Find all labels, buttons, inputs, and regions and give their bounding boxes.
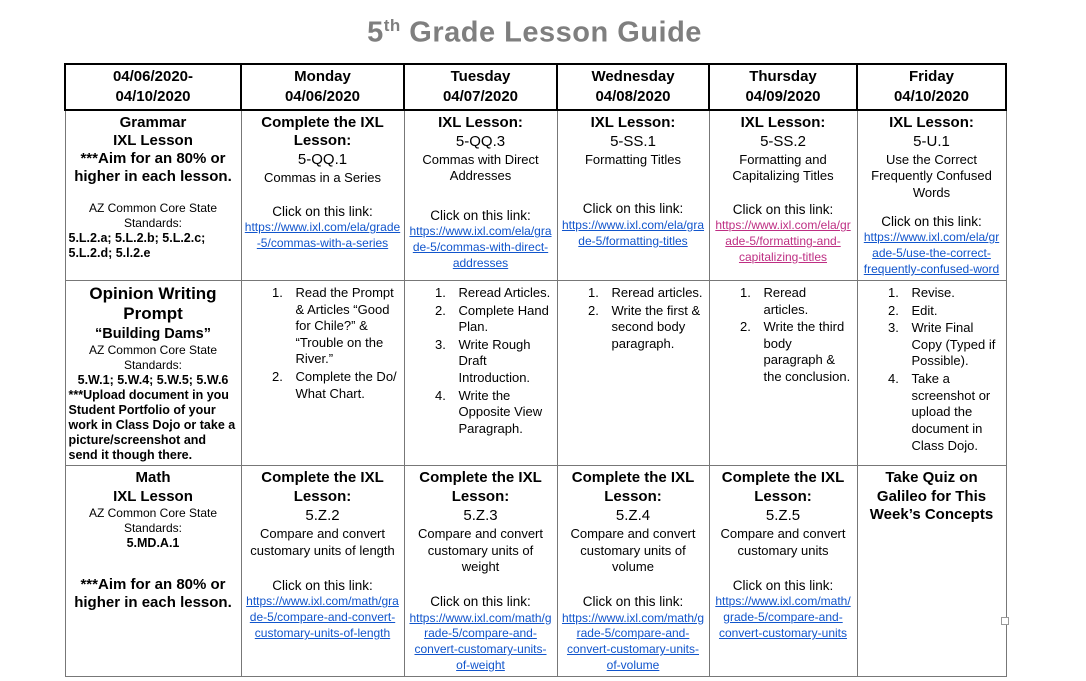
column-header-3 xyxy=(557,64,709,110)
lesson-description: Compare and convert customary units of weight xyxy=(417,526,543,574)
cell-heading: IXL Lesson xyxy=(113,131,193,149)
task-list-item: 1. Reread articles. xyxy=(603,285,706,302)
task-list-item: 1. Reread articles. xyxy=(755,285,854,318)
cell-heading: Complete the IXL Lesson: xyxy=(571,469,695,505)
math-cell-5 xyxy=(857,466,1006,676)
spacer xyxy=(561,575,706,593)
task-list-item: 3. Write Final Copy (Typed if Possible). xyxy=(903,320,1003,370)
spacer xyxy=(713,185,854,201)
lesson-link[interactable]: https://www.ixl.com/math/grade-5/compare-and-convert-customary-units xyxy=(715,594,851,640)
column-header-line: 04/07/2020 xyxy=(442,87,519,105)
link-label: Click on this link: xyxy=(732,201,834,217)
lesson-description: Formatting Titles xyxy=(584,152,682,168)
lesson-link[interactable]: https://www.ixl.com/math/grade-5/compare-and-convert-customary-units-of-volume xyxy=(561,610,705,673)
task-list-item: 1. Revise. xyxy=(903,285,1003,302)
grammar-cell-2 xyxy=(404,110,557,281)
spacer xyxy=(561,168,706,200)
lesson-link[interactable]: https://www.ixl.com/math/grade-5/compare-and-convert-customary-units-of-weight xyxy=(409,610,552,673)
table-resize-handle[interactable] xyxy=(1001,617,1009,625)
writing-cell-4 xyxy=(709,280,857,466)
lesson-link[interactable]: https://www.ixl.com/ela/grade-5/commas-with-direct-addresses xyxy=(409,224,552,270)
column-header-line: 04/06/2020- xyxy=(112,68,194,85)
task-list xyxy=(245,285,401,402)
grammar-cell-1 xyxy=(241,110,404,281)
standards-codes: 5.L.2.a; 5.L.2.b; 5.L.2.c; 5.L.2.d; 5.l.2.e xyxy=(68,230,206,261)
column-header-line: Wednesday xyxy=(591,68,675,85)
column-header-4 xyxy=(709,64,857,110)
grammar-row xyxy=(65,110,1006,281)
standards-codes: 5.W.1; 5.W.4; 5.W.5; 5.W.6 xyxy=(77,372,229,387)
spacer xyxy=(713,559,854,577)
cell-subheading: “Building Dams” xyxy=(94,325,211,342)
column-header-line: 04/08/2020 xyxy=(595,87,671,105)
lesson-description: Compare and convert customary units of length xyxy=(250,526,395,558)
writing-cell-2 xyxy=(404,280,557,466)
lesson-code: 5.Z.5 xyxy=(765,507,801,525)
page-title-number: 5 xyxy=(367,16,384,49)
spacer xyxy=(408,575,554,593)
column-header-line: Monday xyxy=(294,68,351,85)
lesson-description: Commas in a Series xyxy=(263,170,382,186)
column-header-line: 04/06/2020 xyxy=(284,87,361,105)
cell-heading: ***Aim for an 80% or higher in each lesson. xyxy=(74,150,232,186)
lesson-code: 5.Z.3 xyxy=(463,507,498,525)
lesson-description: Formatting and Capitalizing Titles xyxy=(732,152,834,184)
task-list xyxy=(408,285,554,438)
lesson-code: 5-U.1 xyxy=(913,132,950,150)
task-list-item: 4. Take a screenshot or upload the document in Class Dojo. xyxy=(903,371,1003,454)
standards-label: AZ Common Core State Standards: xyxy=(88,506,218,536)
page-title-text: Grade Lesson Guide xyxy=(400,16,702,49)
cell-heading: IXL Lesson: xyxy=(438,113,523,131)
column-header-2 xyxy=(404,64,557,110)
page-title xyxy=(64,16,1005,50)
page-title-ordinal: th xyxy=(383,16,401,35)
link-label: Click on this link: xyxy=(582,594,684,610)
spacer xyxy=(69,552,238,576)
upload-note: ***Upload document in you Student Portfolio of your work in Class Dojo or take a picture/screenshot and send it though there. xyxy=(68,388,236,463)
task-list xyxy=(713,285,854,386)
math-cell-3 xyxy=(557,466,709,676)
cell-heading: Take Quiz on Galileo for This Week’s Concepts xyxy=(869,469,994,524)
cell-heading: Math xyxy=(135,469,171,487)
task-list-item: 2. Write the first & second body paragraph. xyxy=(603,303,706,353)
link-label: Click on this link: xyxy=(272,203,373,219)
spacer xyxy=(861,201,1003,213)
lesson-description: Use the Correct Frequently Confused Words xyxy=(871,152,992,200)
link-label: Click on this link: xyxy=(430,594,531,610)
task-list-item: 1. Reread Articles. xyxy=(450,285,554,302)
link-label: Click on this link: xyxy=(881,213,982,229)
writing-cell-3 xyxy=(557,280,709,466)
column-header-line: 04/09/2020 xyxy=(745,87,821,105)
task-list-item: 2. Complete Hand Plan. xyxy=(450,303,554,336)
task-list-item: 2. Complete the Do/ What Chart. xyxy=(287,369,401,402)
math-cell-1 xyxy=(241,466,404,676)
spacer xyxy=(408,185,554,207)
task-list-item: 4. Write the Opposite View Paragraph. xyxy=(450,388,554,438)
lesson-link[interactable]: https://www.ixl.com/math/grade-5/compare-and-convert-customary-units-of-length xyxy=(246,594,399,640)
lesson-code: 5-QQ.3 xyxy=(455,132,506,150)
cell-heading: IXL Lesson: xyxy=(889,113,974,131)
link-label: Click on this link: xyxy=(272,577,373,593)
column-header-line: Friday xyxy=(908,68,954,85)
writing-cell-5 xyxy=(857,280,1006,466)
cell-heading: Complete the IXL Lesson: xyxy=(419,469,542,505)
grammar-cell-5 xyxy=(857,110,1006,281)
standards-label: AZ Common Core State Standards: xyxy=(88,200,218,230)
column-header-1 xyxy=(241,64,404,110)
column-header-5 xyxy=(857,64,1006,110)
writing-cell-0 xyxy=(65,280,241,466)
link-label: Click on this link: xyxy=(430,207,531,223)
cell-heading: IXL Lesson: xyxy=(740,113,826,131)
task-list xyxy=(561,285,706,353)
column-header-0 xyxy=(65,64,241,110)
writing-row xyxy=(65,280,1006,466)
lesson-guide-table xyxy=(64,63,1007,677)
task-list-item: 2. Write the third body paragraph & the conclusion. xyxy=(755,319,854,386)
cell-heading: IXL Lesson xyxy=(113,487,193,505)
task-list-item: 1. Read the Prompt & Articles “Good for Chile?” & “Trouble on the River.” xyxy=(287,285,401,368)
cell-heading: Complete the IXL Lesson: xyxy=(721,469,845,505)
cell-heading: IXL Lesson: xyxy=(590,113,676,131)
cell-heading: Opinion Writing Prompt xyxy=(89,283,217,324)
lesson-link[interactable]: https://www.ixl.com/ela/grade-5/commas-with-a-series xyxy=(244,220,401,251)
math-cell-4 xyxy=(709,466,857,676)
cell-heading: Complete the IXL Lesson: xyxy=(261,113,384,149)
column-header-line: 04/10/2020 xyxy=(893,87,970,105)
math-row xyxy=(65,466,1006,676)
grammar-cell-3 xyxy=(557,110,709,281)
lesson-code: 5-SS.2 xyxy=(760,132,806,150)
column-header-line: Thursday xyxy=(749,68,817,85)
task-list-item: 3. Write Rough Draft Introduction. xyxy=(450,337,554,387)
table-header-row xyxy=(65,64,1006,110)
column-header-line: 04/10/2020 xyxy=(115,87,191,105)
lesson-code: 5-QQ.1 xyxy=(297,151,348,169)
grammar-cell-4 xyxy=(709,110,857,281)
link-label: Click on this link: xyxy=(582,201,684,217)
lesson-code: 5.Z.4 xyxy=(615,507,651,525)
link-label: Click on this link: xyxy=(732,577,834,593)
writing-cell-1 xyxy=(241,280,404,466)
task-list-item: 2. Edit. xyxy=(903,303,1003,320)
math-cell-0 xyxy=(65,466,241,676)
cell-heading: Grammar xyxy=(119,113,187,131)
lesson-description: Commas with Direct Addresses xyxy=(422,152,539,184)
lesson-description: Compare and convert customary units of volume xyxy=(570,526,696,574)
lesson-link[interactable]: https://www.ixl.com/ela/grade-5/formatting-titles xyxy=(561,217,705,248)
standards-label: AZ Common Core State Standards: xyxy=(88,342,218,372)
cell-heading: Complete the IXL Lesson: xyxy=(261,469,384,505)
lesson-link[interactable]: https://www.ixl.com/ela/grade-5/formatting-and-capitalizing-titles xyxy=(715,218,851,264)
standards-codes: 5.MD.A.1 xyxy=(126,536,180,551)
column-header-line: Tuesday xyxy=(450,68,511,85)
spacer xyxy=(245,187,401,203)
spacer xyxy=(245,559,401,577)
lesson-link[interactable]: https://www.ixl.com/ela/grade-5/use-the-correct-frequently-confused-word xyxy=(863,230,1000,277)
lesson-code: 5.Z.2 xyxy=(305,507,340,525)
lesson-code: 5-SS.1 xyxy=(610,132,656,150)
cell-heading: ***Aim for an 80% or higher in each lesson. xyxy=(74,575,232,611)
grammar-cell-0 xyxy=(65,110,241,281)
lesson-description: Compare and convert customary units xyxy=(720,526,846,558)
task-list xyxy=(861,285,1003,454)
math-cell-2 xyxy=(404,466,557,676)
spacer xyxy=(69,187,238,201)
